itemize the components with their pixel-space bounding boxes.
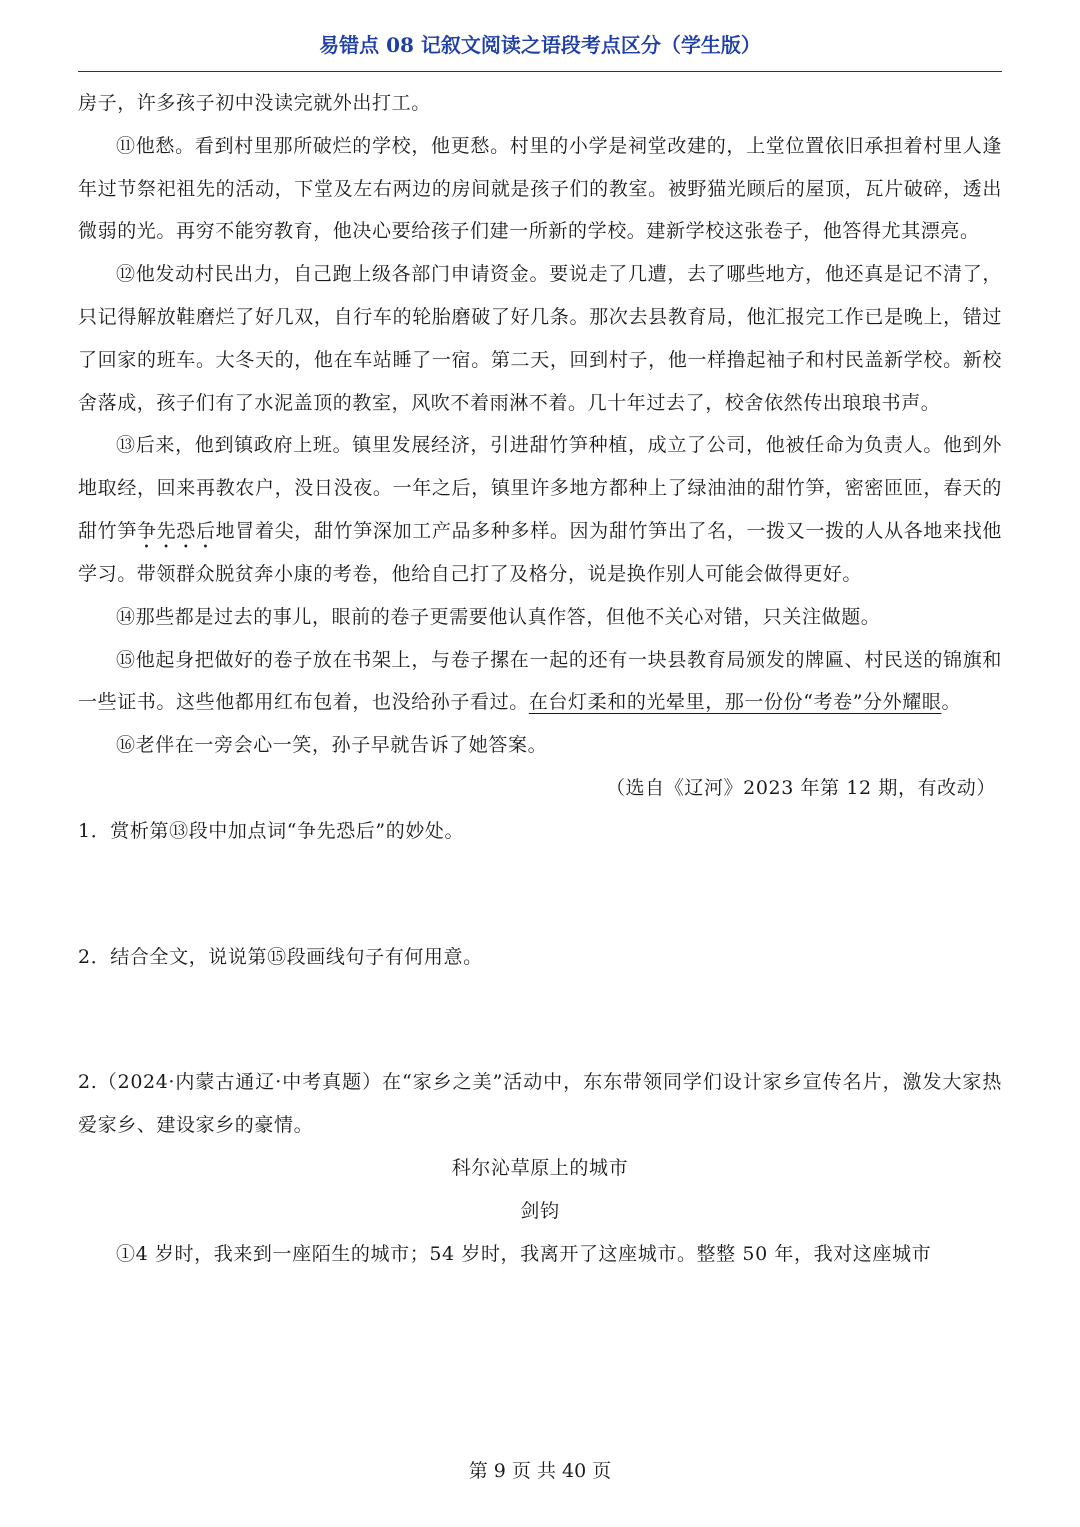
question-1: 1．赏析第⑬段中加点词“争先恐后”的妙处。 (78, 819, 465, 842)
header-divider (78, 71, 1002, 72)
paragraph-15-text-b: 。 (941, 691, 962, 714)
paragraph-15 (78, 639, 1002, 725)
paragraph-13-text-a: ⑬后来，他到镇政府上班。镇里发展经济，引进甜竹笋种植，成立了公司，他被任命为负责人。他到外地取经，回来再教农户，没日没夜。一年之后，镇里许多地方都种上了绿油油的甜竹笋，密密匝匝，春天的甜竹笋 (78, 434, 1002, 542)
paragraph-13-text-b: 地冒着尖，甜竹笋深加工产品多种多样。因为甜竹笋出了名，一拨又一拨的人从各地来找他学习。带领群众脱贫奔小康的考卷，他给自己打了及格分，说是换作别人可能会做得更好。 (78, 519, 1002, 585)
source-citation: （选自《辽河》2023 年第 12 期，有改动） (605, 776, 996, 799)
document-body (78, 82, 1002, 1275)
answer-space-1 (78, 853, 1002, 936)
paragraph-continued: 房子，许多孩子初中没读完就外出打工。 (78, 92, 431, 114)
question-2: 2．结合全文，说说第⑮段画线句子有何用意。 (78, 945, 483, 968)
paragraph-13 (78, 424, 1002, 595)
paragraph-16: ⑯老伴在一旁会心一笑，孙子早就告诉了她答案。 (116, 734, 548, 757)
page-header-title: 易错点 08 记叙文阅读之语段考点区分（学生版） (319, 33, 761, 57)
paragraph-12: ⑫他发动村民出力，自己跑上级各部门申请资金。要说走了几遭，去了哪些地方，他还真是记不清了，只记得解放鞋磨烂了好几双，自行车的轮胎磨破了好几条。那次去县教育局，他汇报完工作已是晚上，错过了回家的班车。大冬天的，他在车站睡了一宿。第二天，回到村子，他一样撸起袖子和村民盖新学校。新校舍落成，孩子们有了水泥盖顶的教室，风吹不着雨淋不着。几十年过去了，校舍依然传出琅琅书声。 (78, 263, 1002, 414)
underlined-sentence: 在台灯柔和的光晕里，那一份份“考卷”分外耀眼 (528, 691, 942, 714)
next-question-intro: 2.（2024·内蒙古通辽·中考真题）在“家乡之美”活动中，东东带领同学们设计家乡宣传名片，激发大家热爱家乡、建设家乡的豪情。 (78, 1071, 1002, 1137)
article-author: 剑钧 (520, 1199, 560, 1222)
article-title: 科尔沁草原上的城市 (451, 1156, 629, 1179)
paragraph-14: ⑭那些都是过去的事儿，眼前的卷子更需要他认真作答，但他不关心对错，只关注做题。 (116, 605, 881, 628)
article-paragraph-1: ①4 岁时，我来到一座陌生的城市；54 岁时，我离开了这座城市。整整 50 年，我对这座城市 (116, 1242, 932, 1265)
paragraph-15-text-a: ⑮他起身把做好的卷子放在书架上，与卷子摞在一起的还有一块县教育局颁发的牌匾、村民送的锦旗和一些证书。这些他都用红布包着，也没给孙子看过。 (78, 648, 1002, 714)
paragraph-11: ⑪他愁。看到村里那所破烂的学校，他更愁。村里的小学是祠堂改建的，上堂位置依旧承担着村里人逢年过节祭祀祖先的活动，下堂及左右两边的房间就是孩子们的教室。被野猫光顾后的屋顶，瓦片破碎，透出微弱的光。再穷不能穷教育，他决心要给孩子们建一所新的学校。建新学校这张卷子，他答得尤其漂亮。 (78, 134, 1002, 243)
page-number: 第 9 页 共 40 页 (468, 1460, 612, 1482)
dotted-word: 争先恐后 (136, 519, 216, 542)
answer-space-2 (78, 978, 1002, 1061)
